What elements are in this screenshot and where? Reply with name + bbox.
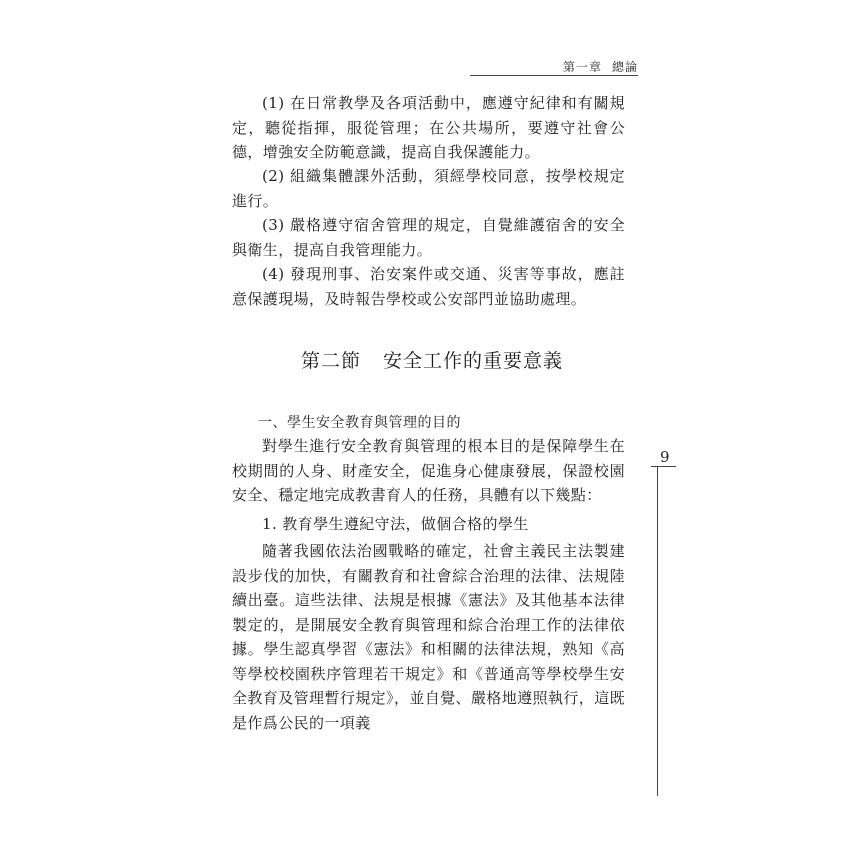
running-header (563, 58, 638, 75)
point-heading-1: 1. 教育學生遵紀守法，做個合格的學生 (262, 515, 529, 533)
header-rule (470, 75, 638, 76)
section-heading: 安全工作的重要意義 (383, 350, 564, 372)
subheading: 一、學生安全教育與管理的目的 (258, 415, 461, 431)
margin-rule-horizontal (651, 466, 676, 467)
margin-rule-vertical (657, 466, 658, 796)
paragraph-rule-1: (1) 在日常教學及各項活動中，應遵守紀律和有關規定，聽從指揮，服從管理；在公共場所，要遵守社會公德，增強安全防範意識，提高自我保護能力。 (232, 94, 625, 161)
paragraph-body: 隨著我國依法治國戰略的確定，社會主義民主法製建設步伐的加快，有關教育和社會綜合治理的法律、法規陸續出臺。這些法律、法規是根據《憲法》及其他基本法律製定的，是開展安全教育與管理和綜合治理工作的法律依據。學生認真學習《憲法》和相關的法律法規，熟知《高等學校校園秩序管理若干規定》和《普通高等學校學生安全教育及管理暫行規定》，並自覺、嚴格地遵照執行，這既是作爲公民的一項義 (232, 542, 625, 732)
paragraph-intro: 對學生進行安全教育與管理的根本目的是保障學生在校期間的人身、財產安全，促進身心健康發展，保證校園安全、穩定地完成教書育人的任務，具體有以下幾點： (232, 437, 625, 504)
paragraph-rule-2: (2) 組織集體課外活動，須經學校同意，按學校規定進行。 (232, 167, 625, 210)
page-number: 9 (660, 448, 670, 466)
section-number: 第二節 (300, 350, 361, 372)
chapter-number: 第一章 (562, 60, 602, 74)
paragraph-rule-4: (4) 發現刑事、治安案件或交通、災害等事故，應註意保護現場，及時報告學校或公安部門並協助處理。 (232, 265, 625, 308)
paragraph-rule-3: (3) 嚴格遵守宿舍管理的規定，自覺維護宿舍的安全與衛生，提高自我管理能力。 (232, 216, 625, 259)
chapter-title: 總論 (611, 60, 638, 74)
section-title (232, 346, 632, 373)
